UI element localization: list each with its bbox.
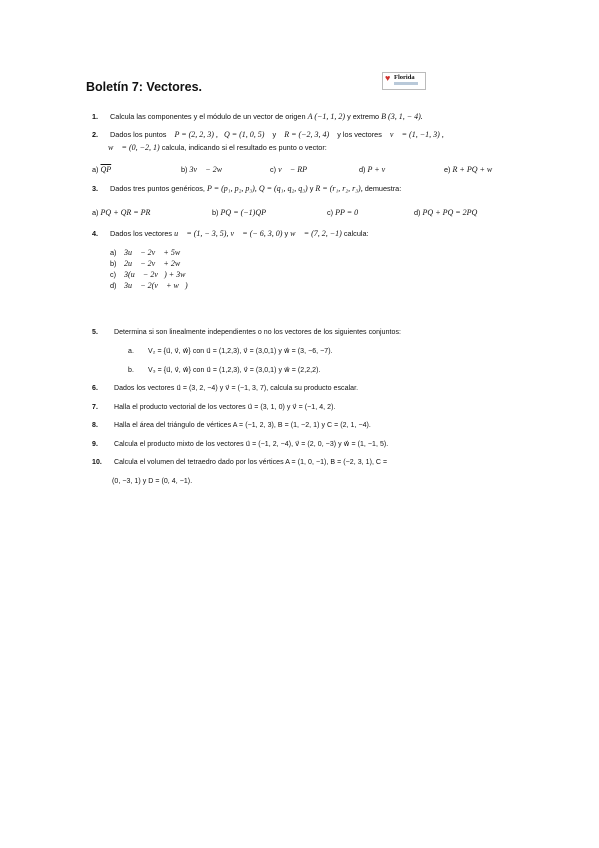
exercise-10-line-1: 10. Calcula el volumen del tetraedro dado por los vértices A = (1, 0, −1), B = (−2, 3, 1), C =	[92, 459, 388, 466]
heart-icon: ♥	[385, 73, 391, 83]
exercise-2-option-e: e) R + PQ + w⃗	[444, 165, 499, 174]
exercise-4-option-b: b) 2u⃗ − 2v⃗ + 2w⃗	[110, 259, 187, 268]
exercise-2-line-1: 2. Dados los puntos P = (2, 2, 3) , Q = (1, 0, 5) y R = (−2, 3, 4) y los vectores v⃗ = (1, −1, 3) ,	[92, 130, 444, 139]
page-title: Boletín 7: Vectores.	[86, 80, 203, 94]
exercise-4-option-c: c) 3(u⃗ − 2v⃗) + 3w⃗	[110, 270, 192, 279]
exercise-2-option-c: c) v⃗ − RP	[270, 165, 308, 174]
exercise-8: 8. Halla el área del triángulo de vértices A = (−1, 2, 3), B = (1, −2, 1) y C = (2, 1, −4).	[92, 422, 371, 429]
exercise-4-option-a: a) 3u⃗ − 2v⃗ + 5w⃗	[110, 248, 187, 257]
exercise-9: 9. Calcula el producto mixto de los vectores u⃗ = (−1, 2, −4), v⃗ = (2, 0, −3) y w⃗ = (1, −1, 5).	[92, 441, 389, 448]
exercise-5-part-b: b. V₃ = {u⃗, v⃗, w⃗} con u⃗ = (1,2,3), v⃗ = (3,0,1) y w⃗ = (2,2,2).	[128, 367, 321, 374]
exercise-3-option-d: d) PQ + PQ = 2PQ	[414, 208, 478, 217]
exercise-3: 3. Dados tres puntos genéricos, P = (p₁, p₂, p₃), Q = (q₁, q₂, q₃) y R = (r₁, r₂, r₃), demuestra:	[92, 184, 402, 193]
logo-text: Florida	[394, 74, 415, 81]
exercise-3-option-a: a) PQ + QR = PR	[92, 208, 151, 217]
exercise-1: 1. Calcula las componentes y el módulo de un vector de origen A (−1, 1, 2) y extremo B (3, 1, − 4).	[92, 112, 423, 121]
exercise-2-line-2: w⃗ = (0, −2, 1) calcula, indicando si el resultado es punto o vector:	[108, 143, 327, 152]
exercise-5: 5. Determina si son linealmente independientes o no los vectores de los siguientes conjuntos:	[92, 329, 402, 336]
exercise-3-option-b: b) PQ = (−1)QP	[212, 208, 266, 217]
exercise-4-option-d: d) 3u⃗ − 2(v⃗ + w⃗)	[110, 281, 188, 290]
exercise-3-option-c: c) PP = 0⃗	[327, 208, 365, 217]
exercise-2-option-d: d) P + v⃗	[359, 165, 392, 174]
exercise-7: 7. Halla el producto vectorial de los vectores u⃗ = (3, 1, 0) y v⃗ = (−1, 4, 2).	[92, 404, 336, 411]
florida-logo	[382, 72, 426, 90]
exercise-6: 6. Dados los vectores u⃗ = (3, 2, −4) y v⃗ = (−1, 3, 7), calcula su producto escalar.	[92, 385, 359, 392]
exercise-4: 4. Dados los vectores u⃗ = (1, − 3, 5), v⃗ = (− 6, 3, 0) y w⃗ = (7, 2, −1) calcula:	[92, 229, 369, 238]
exercise-2-option-a: a) $\overline{QP}$	[92, 165, 112, 174]
logo-underline	[394, 82, 418, 85]
exercise-2-option-b: b) 3v⃗ − 2w⃗	[181, 165, 229, 174]
exercise-5-part-a: a. V₂ = {u⃗, v⃗, w⃗} con u⃗ = (1,2,3), v⃗ = (3,0,1) y w⃗ = (3, −6, −7).	[128, 348, 333, 355]
exercise-10-line-2: (0, −3, 1) y D = (0, 4, −1).	[112, 478, 193, 485]
